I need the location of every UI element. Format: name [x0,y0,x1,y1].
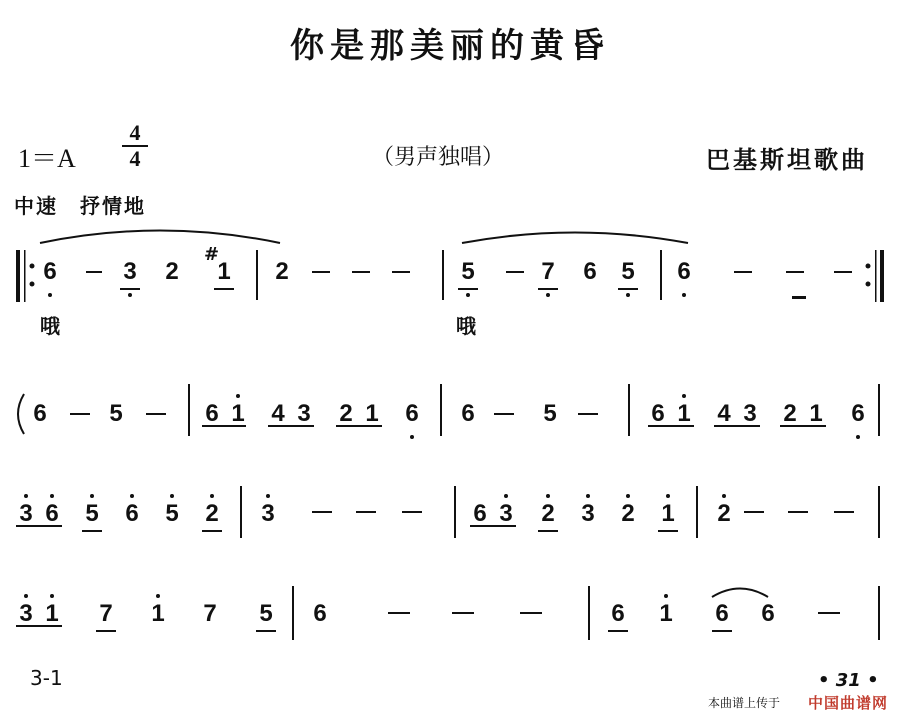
note: 6 [651,400,665,427]
note: 5 [109,400,123,427]
note: 2 [712,502,736,526]
note: 1 [40,602,64,626]
note: 3 [14,502,38,526]
note: 3 [743,400,757,427]
composer: 巴基斯坦歌曲 [706,146,868,174]
note: 1 [365,400,379,427]
note: 6 [606,602,630,626]
note: 5 [80,502,104,526]
repeat-dot [30,282,35,287]
note: 6 [120,502,144,526]
page-marker: 3-1 [30,666,63,690]
key-signature: 1＝A [18,144,76,173]
repeat-start-thick [16,250,20,302]
note: 6 [400,402,424,426]
note: 6 [672,260,696,284]
tie [712,589,768,598]
note: 3 [118,260,142,284]
note: 2 [165,258,179,285]
note: 2 [783,400,797,427]
page-title: 你是那美丽的黄昏 [290,26,610,66]
slur [462,233,688,244]
note: 1 [809,400,823,427]
note: 7 [203,600,217,627]
repeat-dot [30,264,35,269]
repeat-dot [866,264,871,269]
note: 1 [656,502,680,526]
note: 6 [40,502,64,526]
bar-lines [188,250,880,640]
note: 7 [536,260,560,284]
page-number: • 31 • [818,670,879,691]
note: 1 [146,602,170,626]
note: 5 [160,502,184,526]
repeat-end-thick [880,250,884,302]
note: 1 [672,402,696,426]
sharp-sign: # [204,244,220,265]
repeat-dot [866,282,871,287]
note: 6 [583,258,597,285]
note: 6 [205,400,219,427]
note: 4 [717,400,731,427]
lyric: 哦 [456,314,476,338]
note: 5 [254,602,278,626]
slur [40,231,280,244]
performance-note: （男声独唱） [372,145,505,170]
note: 5 [456,260,480,284]
note: 2 [200,502,224,526]
note: 1 [654,602,678,626]
note: 5 [616,260,640,284]
note: 3 [297,400,311,427]
note: 1 [226,402,250,426]
note: 6 [710,602,734,626]
paren [18,394,24,434]
repeat-start-thin [24,250,26,302]
tempo-marking: 中速 抒情地 [14,194,146,218]
lyric: 哦 [40,314,60,338]
note: 3 [256,502,280,526]
note: 6 [761,600,775,627]
footer-text: 本曲谱上传于 [708,696,781,710]
note: 2 [536,502,560,526]
note: 3 [14,602,38,626]
site-logo: 中国曲谱网 [808,694,889,712]
note: 7 [94,602,118,626]
repeat-end-thin [875,250,877,302]
note: 6 [473,500,487,527]
note: 2 [339,400,353,427]
time-signature-bottom: 4 [129,146,141,171]
note: 2 [616,502,640,526]
mark [792,296,806,299]
time-signature-top: 4 [129,120,141,145]
note: 3 [576,502,600,526]
note: 2 [275,258,289,285]
note: 5 [543,400,557,427]
note: 6 [846,402,870,426]
note: 6 [33,400,47,427]
note: 1 [212,260,236,284]
note: 6 [313,600,327,627]
note: 3 [494,502,518,526]
note: 6 [461,400,475,427]
note: 4 [271,400,285,427]
note: 6 [38,260,62,284]
